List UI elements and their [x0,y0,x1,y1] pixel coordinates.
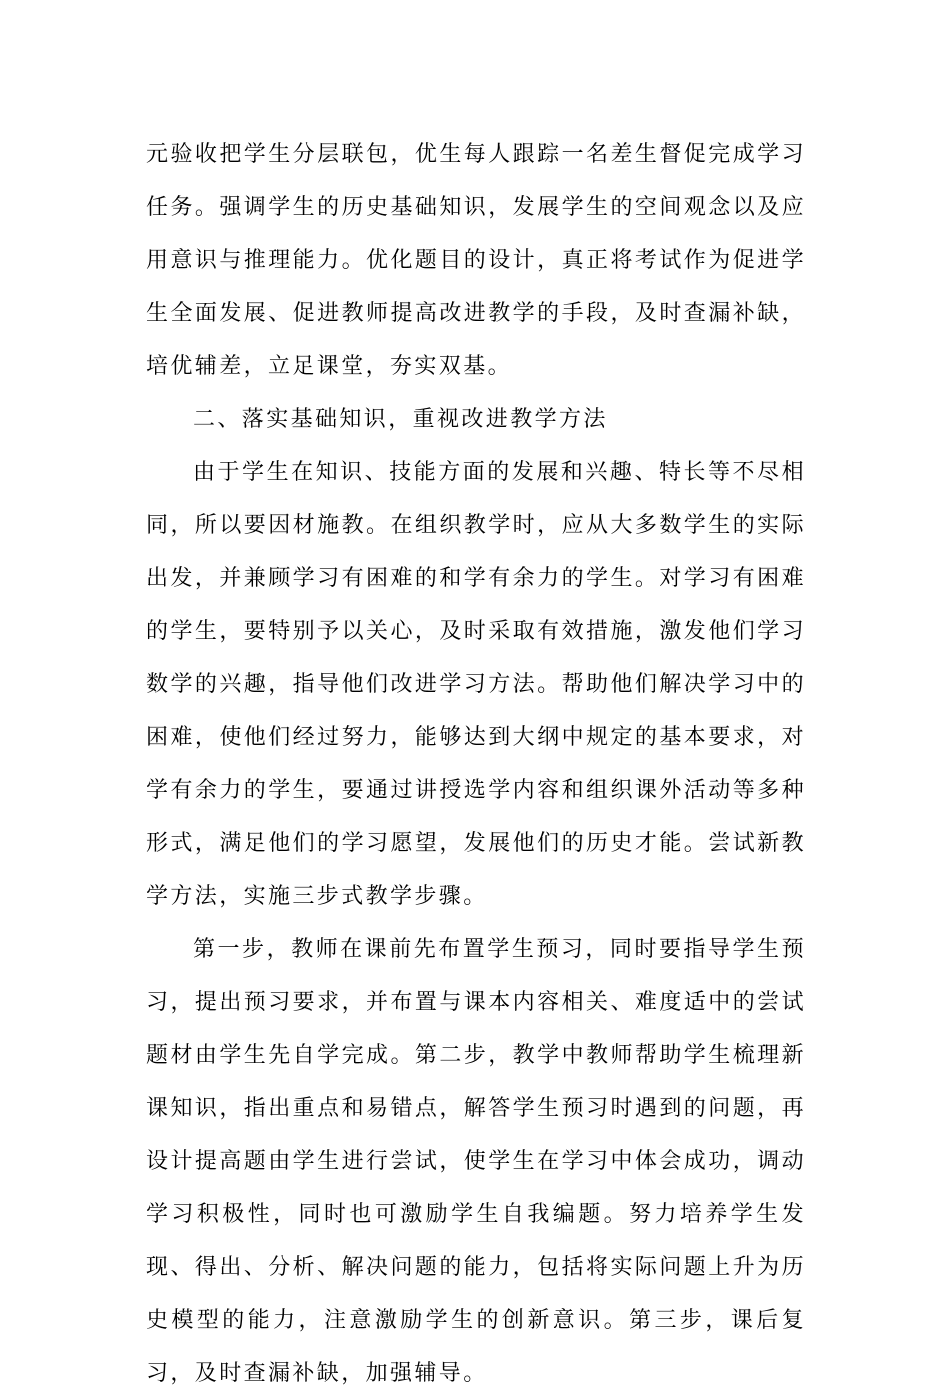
document-page [146,128,806,1400]
section-heading: 二、落实基础知识，重视改进教学方法 [193,407,608,432]
paragraph-continuation: 元验收把学生分层联包，优生每人跟踪一名差生督促完成学习任务。强调学生的历史基础知识，发展学生的空间观念以及应用意识与推理能力。优化题目的设计，真正将考试作为促进学生全面发展、促进教师提高改进教学的手段，及时查漏补缺，培优辅差，立足课堂，夯实双基。 [146,142,806,379]
paragraph-three-steps: 第一步，教师在课前先布置学生预习，同时要指导学生预习，提出预习要求，并布置与课本内容相关、难度适中的尝试题材由学生先自学完成。第二步，教学中教师帮助学生梳理新课知识，指出重点和易错点，解答学生预习时遇到的问题，再设计提高题由学生进行尝试，使学生在学习中体会成功，调动学习积极性，同时也可激励学生自我编题。努力培养学生发现、得出、分析、解决问题的能力，包括将实际问题上升为历史模型的能力，注意激励学生的创新意识。第三步，课后复习，及时查漏补缺，加强辅导。 [146,937,806,1386]
paragraph-teaching-methods: 由于学生在知识、技能方面的发展和兴趣、特长等不尽相同，所以要因材施教。在组织教学时，应从大多数学生的实际出发，并兼顾学习有困难的和学有余力的学生。对学习有困难的学生，要特别予以关心，及时采取有效措施，激发他们学习数学的兴趣，指导他们改进学习方法。帮助他们解决学习中的困难，使他们经过努力，能够达到大纲中规定的基本要求，对学有余力的学生，要通过讲授选学内容和组织课外活动等多种形式，满足他们的学习愿望，发展他们的历史才能。尝试新教学方法，实施三步式教学步骤。 [146,460,806,909]
